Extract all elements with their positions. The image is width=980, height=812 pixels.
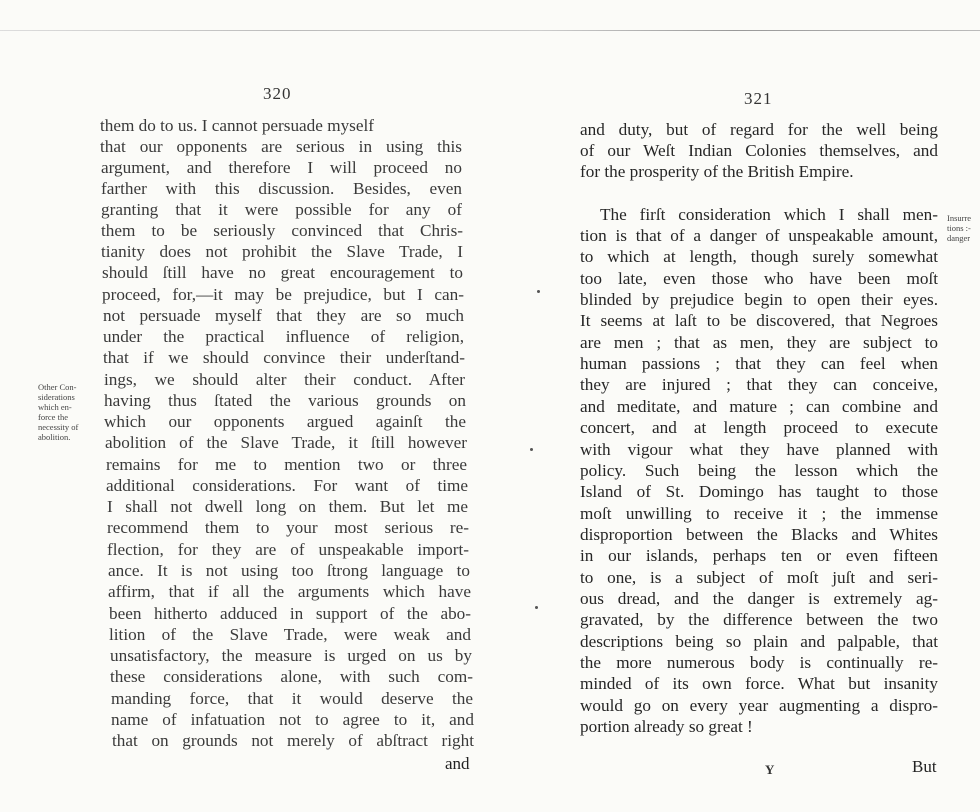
left-text-line: granting that it were possible for any of [101, 200, 462, 219]
right-text-line: portion already so great ! [580, 717, 753, 736]
right-page [500, 0, 980, 812]
left-text-line: abolition of the Slave Trade, it ſtill however [105, 433, 467, 452]
right-text-line: tion is that of a danger of unspeakable amount, [580, 226, 938, 245]
left-text-line: that on grounds not merely of abſtract right [112, 731, 474, 750]
right-text-line: moſt unwilling to receive it ; the immense [580, 504, 938, 523]
left-page-number: 320 [263, 84, 292, 103]
left-text-line: ings, we should alter their conduct. After [104, 370, 465, 389]
right-page-number: 321 [744, 89, 773, 108]
right-text-line: disproportion between the Blacks and Whites [580, 525, 938, 544]
right-text-line: blinded by prejudice begin to open their eyes. [580, 290, 938, 309]
left-text-line: lition of the Slave Trade, were weak and [109, 625, 471, 644]
left-margin-note-line: necessity of [38, 422, 79, 432]
right-text-line: are men ; that as men, they are subject to [580, 333, 938, 352]
left-text-line: them do to us. I cannot persuade myself [100, 116, 374, 135]
right-text-line: human passions ; that they can feel when [580, 354, 938, 373]
right-text-line: to one, is a subject of moſt juſt and seri- [580, 568, 938, 587]
right-text-line: ous dread, and the danger is extremely ag- [580, 589, 938, 608]
right-text-line: in our islands, perhaps ten or even fifteen [580, 546, 938, 565]
left-margin-note-line: abolition. [38, 432, 71, 442]
left-text-line: manding force, that it would deserve the [111, 689, 473, 708]
left-text-line: name of infatuation not to agree to it, and [111, 710, 474, 729]
left-text-line: argument, and therefore I will proceed no [101, 158, 462, 177]
right-text-line: the more numerous body is continually re- [580, 653, 938, 672]
left-text-line: I shall not dwell long on them. But let me [107, 497, 468, 516]
left-text-line: that if we should convince their underſtand- [103, 348, 465, 367]
left-text-line: proceed, for,—it may be prejudice, but I can- [102, 285, 464, 304]
right-text-line: Island of St. Domingo has taught to those [580, 482, 938, 501]
right-text-line: and duty, but of regard for the well being [580, 120, 938, 139]
left-text-line: affirm, that if all the arguments which have [108, 582, 471, 601]
right-text-line: policy. Such being the lesson which the [580, 461, 938, 480]
left-text-line: should ſtill have no great encouragement to [102, 263, 463, 282]
left-text-line: been hitherto adduced in support of the abo- [109, 604, 471, 623]
left-catchword: and [445, 754, 470, 773]
left-text-line: tianity does not prohibit the Slave Trade, I [101, 242, 463, 261]
left-text-line: that our opponents are serious in using this [100, 137, 462, 156]
right-margin-note-line: Insurre [947, 213, 972, 223]
left-text-line: flection, for they are of unspeakable import- [107, 540, 469, 559]
left-text-line: unsatisfactory, the measure is urged on us by [110, 646, 472, 665]
left-text-line: additional considerations. For want of time [106, 476, 468, 495]
left-text-line: these considerations alone, with such com- [110, 667, 473, 686]
left-text-line: recommend them to your most serious re- [107, 518, 469, 537]
left-text-line: under the practical influence of religion, [103, 327, 464, 346]
left-text-line: having thus ſtated the various grounds on [104, 391, 466, 410]
right-text-line: minded of its own force. What but insanity [580, 674, 938, 693]
right-text-line: too late, even those who have been moſt [580, 269, 938, 288]
left-text-line: not persuade myself that they are so much [103, 306, 464, 325]
right-text-line: would go on every year augmenting a dispro- [580, 696, 938, 715]
right-catchword: But [912, 757, 937, 776]
right-text-line: for the prosperity of the British Empire. [580, 162, 854, 181]
right-text-line: they are injured ; that they can conceive, [580, 375, 938, 394]
right-text-line: and meditate, and mature ; can combine and [580, 397, 938, 416]
right-text-line: with vigour what they have planned with [580, 440, 938, 459]
left-text-line: ance. It is not using too ſtrong language to [108, 561, 470, 580]
left-text-line: which our opponents argued againſt the [104, 412, 466, 431]
left-text-line: them to be seriously convinced that Chris- [101, 221, 463, 240]
right-text-line: gravated, by the difference between the two [580, 610, 938, 629]
right-text-line: It seems at laſt to be discovered, that Negroes [580, 311, 938, 330]
left-text-line: farther with this discussion. Besides, even [101, 179, 462, 198]
left-margin-note-line: force the [38, 412, 68, 422]
right-text-line: of our Weſt Indian Colonies themselves, and [580, 141, 938, 160]
right-text-line: descriptions being so plain and palpable, that [580, 632, 938, 651]
right-text-line: concert, and at length proceed to execute [580, 418, 938, 437]
right-text-line: The firſt consideration which I shall men- [600, 205, 938, 224]
left-margin-note-line: Other Con- [38, 382, 77, 392]
right-margin-note-line: tions :- [947, 223, 971, 233]
left-text-line: remains for me to mention two or three [106, 455, 467, 474]
left-margin-note-line: which en- [38, 402, 72, 412]
right-margin-note-line: danger [947, 233, 971, 243]
printer-signature-mark: Y [765, 762, 775, 777]
right-text-line: to which at length, though surely somewhat [580, 247, 938, 266]
left-margin-note-line: siderations [38, 392, 75, 402]
